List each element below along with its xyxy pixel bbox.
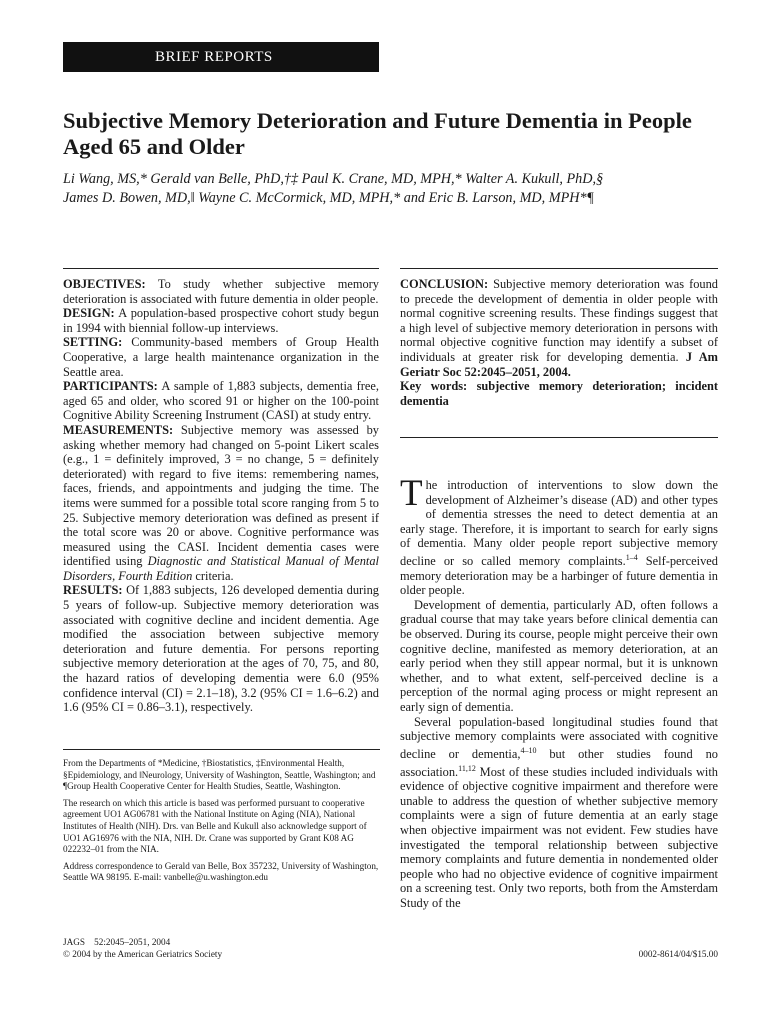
footnotes: [63, 758, 380, 889]
abstract-setting: SETTING: Community-based members of Group Health Cooperative, a large health maintenance organization in the Seattle area.: [63, 335, 379, 379]
issn-code: 0002-8614/04/$15.00: [638, 949, 718, 959]
footnote-affiliations: From the Departments of *Medicine, †Biostatistics, ‡Environmental Health, §Epidemiology, and ‖Neurology, University of Washington, Seattle, Washington; and ¶Group Health Cooperative Center for Health Studies, Seattle, Washington.: [63, 758, 376, 792]
footnote-rule: [63, 749, 380, 750]
abstract-left-column: [63, 277, 379, 715]
section-label: BRIEF REPORTS: [155, 48, 273, 65]
journal-info: [63, 937, 222, 960]
section-banner: [63, 42, 379, 72]
abstract-design: DESIGN: A population-based prospective cohort study begun in 1994 with biennial follow-up interviews.: [63, 306, 379, 335]
body-paragraph-2: Development of dementia, particularly AD, often follows a gradual course that may take years before clinical dementia can be observed. During its course, people might perceive their own cognitive decline, manifested as memory deterioration, at an early period when they still appear normal, but it is unknown whether, and to what extent, self-perceived decline is a perception of the normal aging process or might represent an early sign of dementia.: [400, 597, 718, 715]
abstract-measurements: MEASUREMENTS: Subjective memory was assessed by asking whether memory had changed on 5-point Likert scales (e.g., 1 = definitely improved, 3 = no change, 5 = definitely deteriorated) with regard to five items: remembering names, faces, friends, and appointments and judging the time. The items were summed for a possible total score ranging from 5 to 25. Subjective memory deterioration was defined as present if the total score was 20 or above. Cognitive performance was measured using the CASI. Incident dementia cases were identified using Diagnostic and Statistical Manual of Mental Disorders, Fourth Edition criteria.: [63, 422, 379, 583]
abstract-results: RESULTS: Of 1,883 subjects, 126 developed dementia during 5 years of follow-up. Subjective memory deterioration was associated with cognitive decline and incident dementia. Age modified the association between subjective memory deterioration and future dementia. For persons reporting subjective memory deterioration at the ages of 70, 75, and 80, the hazard ratios of developing dementia were 6.0 (95% confidence interval (CI) = 2.1–18), 3.2 (95% CI = 1.6–6.2) and 1.6 (95% CI = 0.86–3.1), respectively.: [63, 583, 379, 715]
abstract-top-rule: [63, 268, 379, 269]
footnote-funding: The research on which this article is based was performed pursuant to cooperative agreement UO1 AG06781 with the National Institute on Aging (NIA), National Institutes of Health (NIH). Drs. van Belle and Kukull also acknowledge support of UO1 AG16976 with the NIA, NIH. Dr. Crane was supported by Grant K08 AG 022232–01 from the NIA.: [63, 797, 367, 855]
footnote-correspondence: Address correspondence to Gerald van Belle, Box 357232, University of Washington, Seattle WA 98195. E-mail: vanbelle@u.washington.edu: [63, 860, 379, 883]
authors-line-2: James D. Bowen, MD,‖ Wayne C. McCormick, MD, MPH,* and Eric B. Larson, MD, MPH*¶: [63, 190, 595, 206]
copyright: © 2004 by the American Geriatrics Society: [63, 948, 223, 959]
authors-line-1: Li Wang, MS,* Gerald van Belle, PhD,†‡ Paul K. Crane, MD, MPH,* Walter A. Kukull, PhD,§: [63, 171, 604, 187]
article-body: [400, 473, 718, 911]
keywords: Key words: subjective memory deterioration; incident dementia: [400, 379, 718, 408]
author-list: [63, 170, 728, 208]
body-paragraph-1: The introduction of interventions to slow down the development of Alzheimer’s disease (AD) and other types of dementia stresses the need to detect dementia at an early stage. Therefore, it is important to search for early signs of dementia. Many older people report subjective memory decline or so called memory complaints.$^{1-4}$ Self-perceived memory deterioration may be a harbinger of future dementia in older people.: [400, 473, 718, 598]
article-title: Subjective Memory Deterioration and Future Dementia in People Aged 65 and Older: [63, 108, 692, 159]
citation: J Am Geriatr Soc 52:2045–2051, 2004.: [400, 349, 718, 379]
body-paragraph-3: Several population-based longitudinal studies found that subjective memory complaints were associated with cognitive decline or dementia,$^{4-10}$ but other studies found no association.$^{11,12}$ Most of these studies included individuals with evidence of objective cognitive impairment and therefore were unable to address the question of whether subjective memory complaints were a sign of future dementia at an early stage when objective impairment was not evident. Few studies have investigated the temporal relationship between subjective memory complaints and future dementia in nondemented older people who had no objective evidence of cognitive impairment on a screening test. Only two reports, both from the Amsterdam Study of the: [400, 714, 718, 910]
abstract-participants: PARTICIPANTS: A sample of 1,883 subjects, dementia free, aged 65 and older, who scored 91 or higher on the 100-point Cognitive Ability Screening Instrument (CASI) at study entry.: [63, 379, 379, 423]
abstract-conclusion: CONCLUSION: Subjective memory deterioration was found to precede the development of dementia in older people with normal cognitive screening results. These findings suggest that a high level of subjective memory deterioration in persons with normal objective cognitive function may identify a subset of individuals at greater risk for developing dementia. J Am Geriatr Soc 52:2045–2051, 2004.: [400, 277, 718, 379]
journal-citation: JAGS 52:2045–2051, 2004: [63, 937, 171, 947]
abstract-objectives: OBJECTIVES: To study whether subjective memory deterioration is associated with future dementia in older people.: [63, 277, 380, 306]
abstract-top-rule-right: [400, 268, 718, 269]
abstract-right-column: [400, 277, 718, 408]
abstract-bottom-rule: [400, 437, 718, 438]
drop-cap: T: [400, 473, 423, 514]
